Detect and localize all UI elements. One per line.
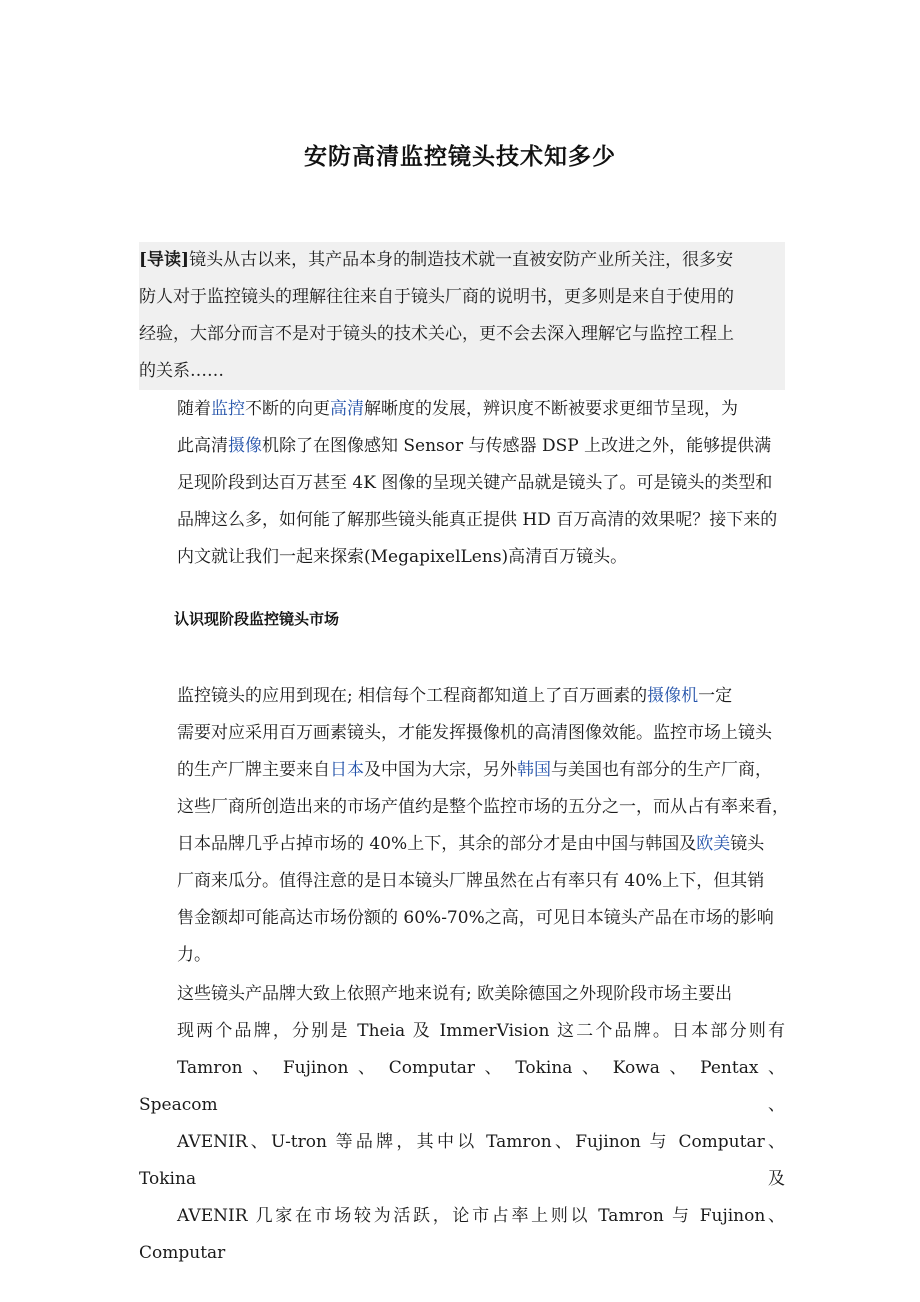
text-run: 监控镜头的应用到现在; 相信每个工程商都知道上了百万画素的	[177, 686, 648, 706]
text-run: 日本品牌几乎占掉市场的 40%上下，其余的部分才是由中国与韩国及	[177, 834, 697, 854]
intro-line: 防人对于监控镜头的理解往往来自于镜头厂商的说明书，更多则是来自于使用的	[139, 287, 734, 307]
text-run: 的生产厂牌主要来自	[177, 760, 330, 780]
text-line: 这些镜头产品牌大致上依照产地来说有; 欧美除德国之外现阶段市场主要出	[177, 984, 733, 1004]
link-europe-america[interactable]: 欧美	[696, 834, 731, 854]
section-heading: 认识现阶段监控镜头市场	[174, 610, 340, 628]
text-run: 及中国为大宗，另外	[364, 760, 517, 780]
intro-line: 镜头从古以来，其产品本身的制造技术就一直被安防产业所关注，很多安	[189, 250, 734, 270]
text-line: 品牌这么多，如何能了解那些镜头能真正提供 HD 百万高清的效果呢？接下来的	[177, 510, 778, 530]
text-line: AVENIR、U-tron 等品牌，其中以 Tamron、Fujinon 与 Computar、Tokina 及	[139, 1132, 785, 1189]
link-hd[interactable]: 高清	[330, 399, 364, 419]
intro-summary-box	[139, 242, 785, 390]
intro-line: 经验，大部分而言不是对于镜头的技术关心，更不会去深入理解它与监控工程上	[139, 324, 734, 344]
text-run: 镜头	[730, 834, 765, 854]
text-line: 售金额却可能高达市场份额的 60%-70%之高，可见日本镜头产品在市场的影响	[177, 908, 774, 928]
text-run: 此高清	[177, 436, 228, 456]
text-run: 解晰度的发展，辨识度不断被要求更细节呈现，为	[364, 399, 738, 419]
text-run: 与美国也有部分的生产厂商，	[551, 760, 772, 780]
link-camera[interactable]: 摄像机	[647, 686, 699, 706]
text-line: 现两个品牌，分别是 Theia 及 ImmerVision 这二个品牌。日本部分则有	[177, 1021, 785, 1041]
paragraph-camera-development	[139, 391, 785, 576]
text-run: 一定	[698, 686, 733, 706]
text-run: 随着	[177, 399, 211, 419]
link-japan[interactable]: 日本	[330, 760, 364, 780]
text-line: 这些厂商所创造出来的市场产值约是整个监控市场的五分之一，而从占有率来看，	[177, 797, 789, 817]
text-line: 厂商来瓜分。值得注意的是日本镜头厂牌虽然在占有率只有 40%上下，但其销	[177, 871, 765, 891]
text-line: 足现阶段到达百万甚至 4K 图像的呈现关键产品就是镜头了。可是镜头的类型和	[177, 473, 773, 493]
link-surveillance[interactable]: 监控	[211, 399, 245, 419]
intro-label: [导读]	[139, 250, 190, 270]
text-run: 机除了在图像感知 Sensor 与传感器 DSP 上改进之外，能够提供满	[262, 436, 772, 456]
text-line: AVENIR 几家在市场较为活跃，论市占率上则以 Tamron 与 Fujinon、Computar	[139, 1206, 785, 1263]
intro-line: 的关系……	[139, 361, 224, 381]
text-line: 力。	[177, 945, 211, 965]
paragraph-lens-market	[139, 678, 789, 974]
paragraph-lens-brands	[139, 976, 785, 1272]
text-line: Tamron 、 Fujinon 、 Computar 、 Tokina 、 Kowa 、 Pentax 、 Speacom 、	[139, 1058, 785, 1115]
link-korea[interactable]: 韩国	[517, 760, 551, 780]
text-run: 不断的向更	[245, 399, 330, 419]
text-line: 内文就让我们一起来探索(MegapixelLens)高清百万镜头。	[177, 547, 628, 567]
text-line: 需要对应采用百万画素镜头，才能发挥摄像机的高清图像效能。监控市场上镜头	[177, 723, 772, 743]
link-camera[interactable]: 摄像	[228, 436, 262, 456]
page-title: 安防高清监控镜头技术知多少	[304, 144, 616, 170]
